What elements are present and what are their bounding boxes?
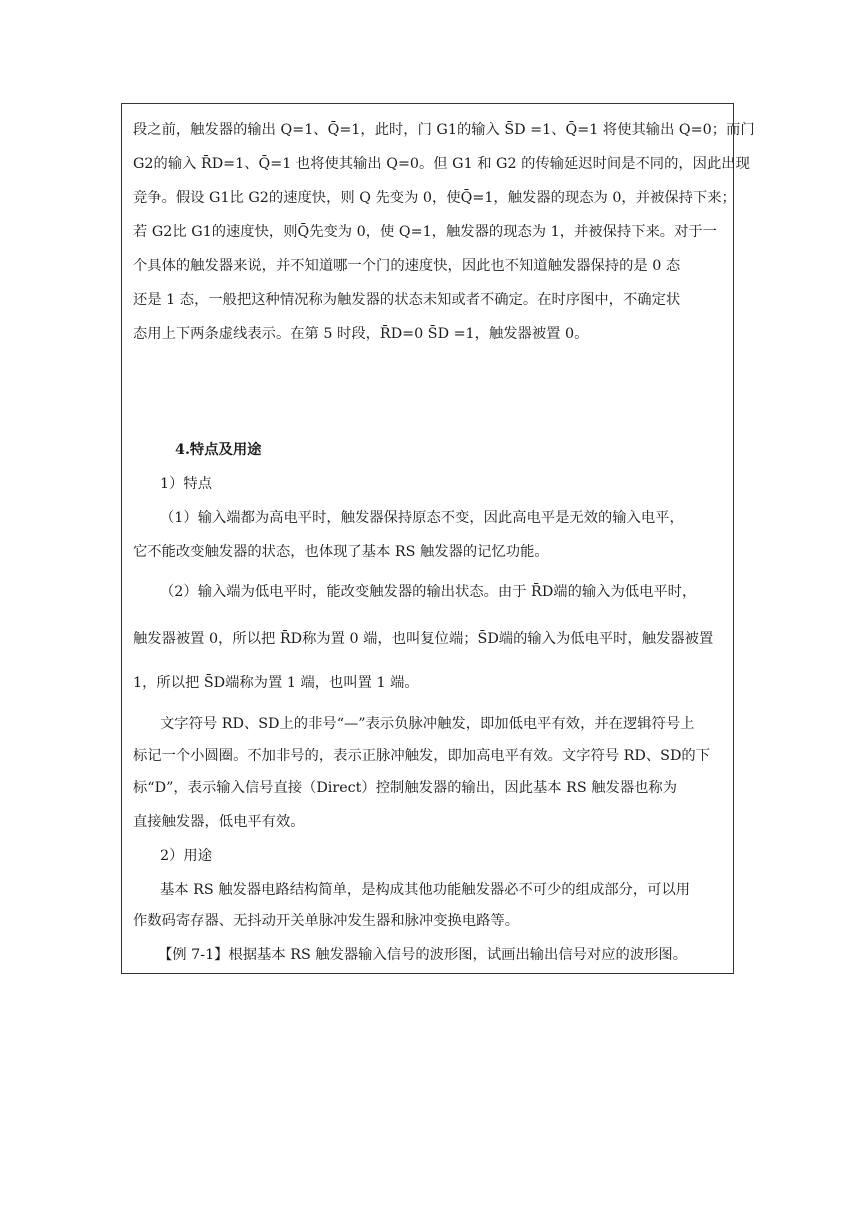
- text-line: 标记一个小圆圈。不加非号的，表示正脉冲触发，即加高电平有效。文字符号 RD、SD的下: [133, 748, 711, 764]
- text-line: 直接触发器，低电平有效。: [133, 814, 305, 830]
- text-line: G2的输入 R̄D=1、Q̄=1 也将使其输出 Q=0。但 G1 和 G2 的传输延迟时间是不同的，因此出现: [133, 156, 750, 172]
- text-line: 基本 RS 触发器电路结构简单，是构成其他功能触发器必不可少的组成部分，可以用: [160, 882, 691, 898]
- subsection-heading: 2）用途: [160, 848, 212, 864]
- text-line: 它不能改变触发器的状态，也体现了基本 RS 触发器的记忆功能。: [133, 544, 549, 560]
- text-line: （2）输入端为低电平时，能改变触发器的输出状态。由于 R̄D端的输入为低电平时，: [160, 584, 697, 600]
- text-line: 若 G2比 G1的速度快，则Q̄先变为 0，使 Q=1，触发器的现态为 1，并被保持下来。对于一: [133, 224, 717, 240]
- subsection-heading: 1）特点: [160, 476, 212, 492]
- text-line: 个具体的触发器来说，并不知道哪一个门的速度快，因此也不知道触发器保持的是 0 态: [133, 258, 681, 274]
- text-line: 态用上下两条虚线表示。在第 5 时段，R̄D=0 S̄D =1，触发器被置 0。: [133, 326, 589, 342]
- example-line: 【例 7-1】根据基本 RS 触发器输入信号的波形图，试画出输出信号对应的波形图。: [158, 947, 688, 963]
- text-line: 作数码寄存器、无抖动开关单脉冲发生器和脉冲变换电路等。: [133, 913, 520, 929]
- text-line: 竞争。假设 G1比 G2的速度快，则 Q 先变为 0，使Q̄=1，触发器的现态为 0，并被保持下来；: [133, 190, 736, 206]
- text-line: 还是 1 态，一般把这种情况称为触发器的状态未知或者不确定。在时序图中，不确定状: [133, 292, 681, 308]
- text-line: 1，所以把 S̄D端称为置 1 端，也叫置 1 端。: [133, 675, 419, 691]
- text-line: 触发器被置 0，所以把 R̄D称为置 0 端，也叫复位端；S̄D端的输入为低电平时，触发器被置: [133, 631, 714, 647]
- text-line: 文字符号 RD、SD上的非号“—”表示负脉冲触发，即加低电平有效，并在逻辑符号上: [160, 716, 695, 732]
- section-heading: 4.特点及用途: [175, 442, 262, 458]
- text-line: （1）输入端都为高电平时，触发器保持原态不变，因此高电平是无效的输入电平，: [160, 510, 684, 526]
- text-line: 标“D”，表示输入信号直接（Direct）控制触发器的输出，因此基本 RS 触发器也称为: [133, 780, 678, 796]
- text-line: 段之前，触发器的输出 Q=1、Q̄=1，此时，门 G1的输入 S̄D =1、Q̄=1 将使其输出 Q=0；而门: [133, 122, 755, 138]
